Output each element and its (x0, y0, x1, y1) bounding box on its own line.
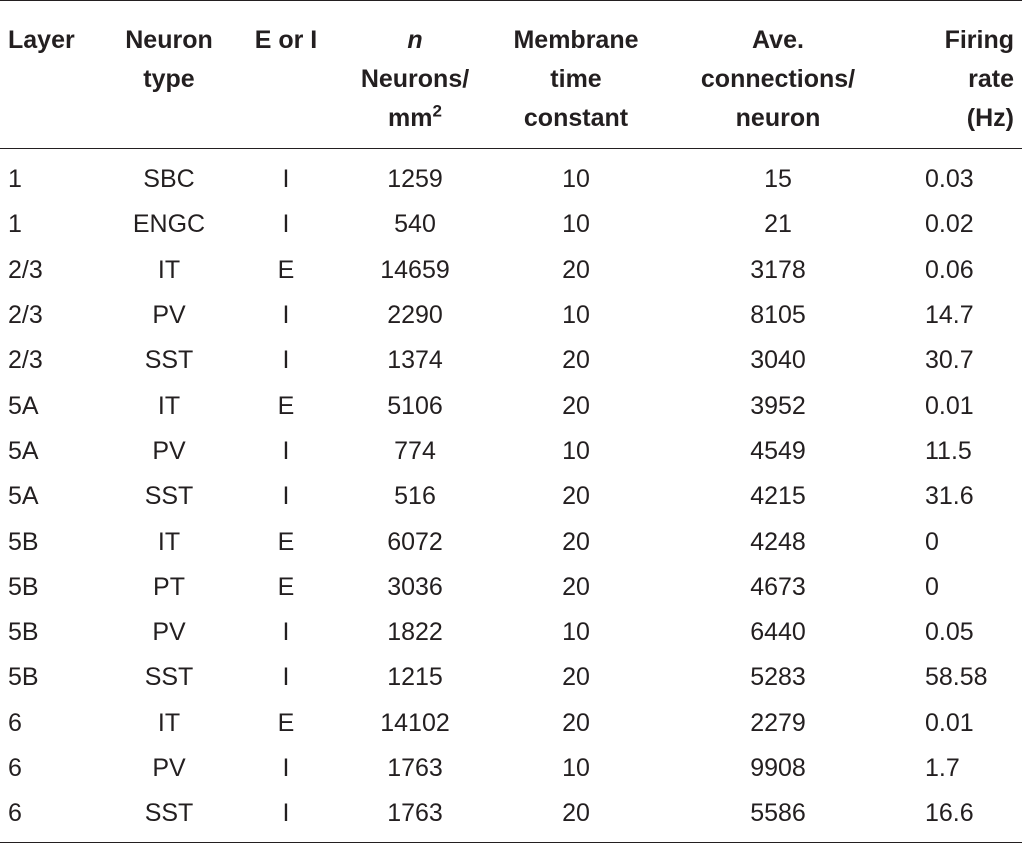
cell-ave-connections: 2279 (750, 708, 806, 737)
cell-neuron-type: IT (157, 527, 181, 556)
cell-membrane-time-constant: 20 (562, 391, 590, 420)
cell-neuron-type: IT (157, 255, 181, 284)
cell-layer: 2/3 (8, 301, 43, 330)
cell-neuron-type: ENGC (132, 210, 206, 239)
cell-membrane-time-constant: 20 (562, 482, 590, 511)
cell-ave-connections: 9908 (750, 754, 806, 782)
table-row (0, 474, 1022, 519)
cell-firing-rate: 1.7 (925, 754, 960, 782)
cell-firing-rate: 30.7 (925, 346, 974, 375)
cell-layer: 5B (8, 572, 39, 601)
cell-firing-rate: 0.02 (925, 210, 974, 239)
cell-neuron-type: SST (144, 346, 194, 375)
cell-membrane-time-constant: 20 (562, 255, 590, 284)
cell-firing-rate: 58.58 (925, 663, 988, 692)
table-row (0, 338, 1022, 383)
table-row (0, 293, 1022, 338)
cell-n-neurons: 3036 (387, 572, 443, 601)
table-row (0, 429, 1022, 474)
cell-ave-connections: 4215 (750, 482, 806, 511)
cell-firing-rate: 0 (925, 572, 939, 601)
cell-membrane-time-constant: 20 (562, 527, 590, 556)
cell-ave-connections: 5586 (750, 799, 806, 828)
cell-neuron-type: PV (152, 618, 186, 647)
cell-e-or-i: I (282, 436, 290, 465)
cell-firing-rate: 11.5 (925, 436, 972, 465)
cell-e-or-i: E (277, 391, 295, 420)
table-row (0, 149, 1022, 203)
cell-firing-rate: 14.7 (925, 301, 974, 330)
cell-membrane-time-constant: 20 (562, 346, 590, 375)
header-n-neurons: n Neurons/ $mm^2$ (360, 26, 470, 132)
cell-layer: 5A (8, 436, 39, 465)
table-row (0, 610, 1022, 655)
cell-n-neurons: 540 (394, 210, 436, 239)
cell-neuron-type: SBC (143, 165, 195, 194)
cell-firing-rate: 0.05 (925, 618, 974, 647)
cell-layer: 6 (8, 754, 22, 782)
cell-firing-rate: 0.06 (925, 255, 974, 284)
cell-layer: 6 (8, 708, 22, 737)
cell-n-neurons: 14102 (380, 708, 450, 737)
table-row (0, 701, 1022, 746)
cell-layer: 5A (8, 391, 39, 420)
cell-e-or-i: I (282, 618, 290, 647)
table-row (0, 383, 1022, 428)
cell-neuron-type: IT (157, 708, 181, 737)
header-neuron-type: Neuron type (125, 26, 213, 93)
cell-n-neurons: 1374 (387, 346, 443, 375)
table-body (0, 149, 1022, 843)
cell-e-or-i: I (282, 482, 290, 511)
cell-neuron-type: SST (144, 799, 194, 828)
header-membrane-time-constant: Membrane time constant (513, 26, 639, 132)
cell-layer: 5A (8, 482, 39, 511)
cell-firing-rate: 16.6 (925, 799, 974, 828)
cell-ave-connections: 4673 (750, 572, 806, 601)
cell-ave-connections: 3952 (750, 391, 806, 420)
cell-ave-connections: 3178 (750, 255, 806, 284)
cell-membrane-time-constant: 10 (562, 210, 590, 239)
cell-membrane-time-constant: 10 (562, 436, 590, 465)
cell-n-neurons: 14659 (380, 255, 450, 284)
cell-membrane-time-constant: 10 (562, 754, 590, 782)
cell-layer: 5B (8, 663, 39, 692)
cell-ave-connections: 4549 (750, 436, 806, 465)
cell-membrane-time-constant: 20 (562, 572, 590, 601)
cell-ave-connections: 6440 (750, 618, 806, 647)
cell-e-or-i: I (282, 799, 290, 828)
header-e-or-i: E or I (254, 26, 318, 54)
table-row (0, 202, 1022, 247)
cell-layer: 1 (8, 210, 22, 239)
cell-e-or-i: E (277, 255, 295, 284)
cell-e-or-i: I (282, 301, 290, 330)
cell-firing-rate: 0.03 (925, 165, 974, 194)
cell-neuron-type: PT (153, 572, 185, 601)
cell-neuron-type: SST (144, 663, 194, 692)
cell-neuron-type: PV (152, 436, 186, 465)
cell-n-neurons: 1763 (387, 754, 443, 782)
cell-n-neurons: 1215 (387, 663, 443, 692)
cell-layer: 1 (8, 165, 22, 194)
header-row (0, 1, 1022, 149)
cell-layer: 5B (8, 618, 39, 647)
cell-layer: 6 (8, 799, 22, 828)
cell-n-neurons: 6072 (387, 527, 443, 556)
cell-neuron-type: SST (144, 482, 194, 511)
cell-membrane-time-constant: 20 (562, 708, 590, 737)
cell-n-neurons: 1822 (387, 618, 443, 647)
cell-layer: 5B (8, 527, 39, 556)
table-row (0, 791, 1022, 843)
cell-n-neurons: 5106 (387, 391, 443, 420)
table-row (0, 565, 1022, 610)
cell-e-or-i: E (277, 527, 295, 556)
cell-e-or-i: E (277, 708, 295, 737)
cell-ave-connections: 4248 (750, 527, 806, 556)
cell-ave-connections: 3040 (750, 346, 806, 375)
cell-e-or-i: I (282, 754, 290, 782)
cell-ave-connections: 15 (764, 165, 792, 194)
cell-firing-rate: 0.01 (925, 391, 974, 420)
cell-ave-connections: 8105 (750, 301, 806, 330)
cell-e-or-i: I (282, 210, 290, 239)
cell-n-neurons: 516 (394, 482, 436, 511)
cell-n-neurons: 1763 (387, 799, 443, 828)
cell-neuron-type: IT (157, 391, 181, 420)
table-row (0, 746, 1022, 791)
cell-layer: 2/3 (8, 346, 43, 375)
header-layer: Layer (8, 26, 75, 54)
cell-n-neurons: 1259 (387, 165, 443, 194)
header-ave-connections: Ave. connections/ neuron (700, 26, 856, 132)
cell-layer: 2/3 (8, 255, 43, 284)
cell-n-neurons: 2290 (387, 301, 443, 330)
table-header (0, 1, 1022, 149)
cell-e-or-i: I (282, 663, 290, 692)
cell-firing-rate: 31.6 (925, 482, 974, 511)
header-firing-rate: Firing rate (Hz) (944, 26, 1014, 132)
cell-membrane-time-constant: 10 (562, 165, 590, 194)
table-row (0, 519, 1022, 564)
cell-membrane-time-constant: 10 (562, 618, 590, 647)
table-row (0, 248, 1022, 293)
cell-membrane-time-constant: 10 (562, 301, 590, 330)
cell-firing-rate: 0 (925, 527, 939, 556)
cell-membrane-time-constant: 20 (562, 799, 590, 828)
cell-e-or-i: I (282, 346, 290, 375)
cell-n-neurons: 774 (394, 436, 436, 465)
cell-e-or-i: I (282, 165, 290, 194)
cell-firing-rate: 0.01 (925, 708, 974, 737)
cell-ave-connections: 21 (764, 210, 792, 239)
cell-ave-connections: 5283 (750, 663, 806, 692)
cell-neuron-type: PV (152, 301, 186, 330)
table-row (0, 655, 1022, 700)
cell-e-or-i: E (277, 572, 295, 601)
cell-membrane-time-constant: 20 (562, 663, 590, 692)
cell-neuron-type: PV (152, 754, 186, 782)
